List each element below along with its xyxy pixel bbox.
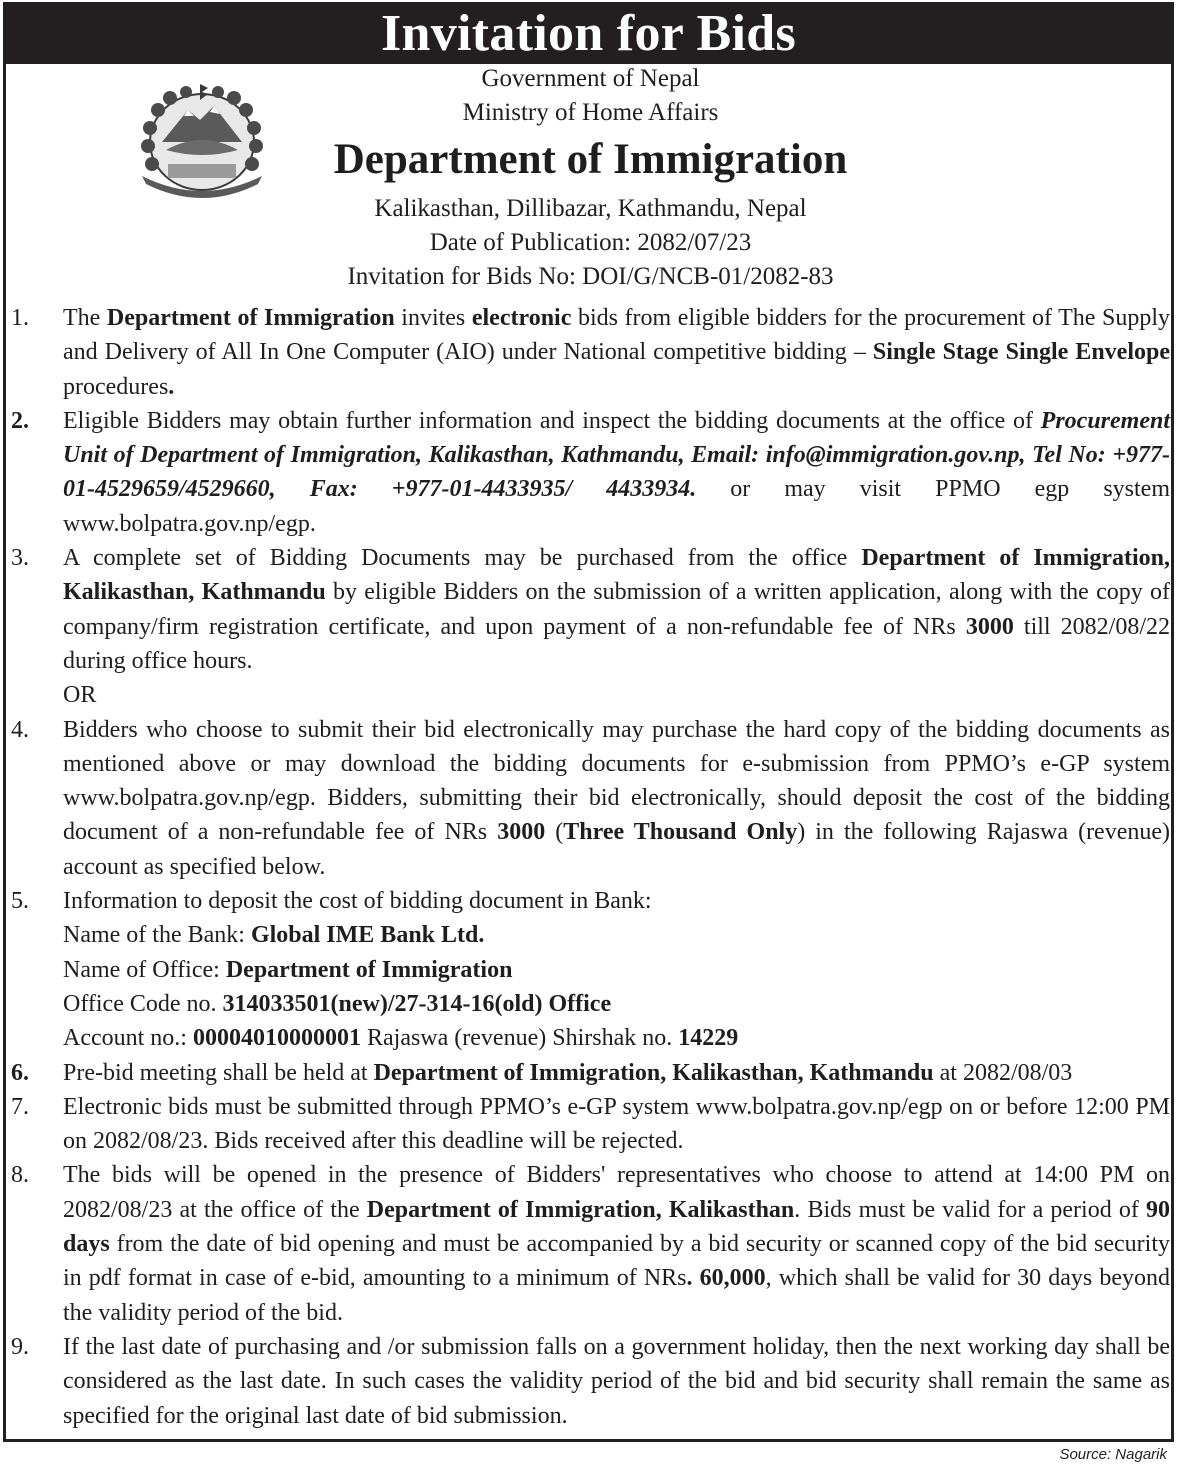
- list-item: [11, 301, 1170, 404]
- item-number: 5.: [11, 888, 29, 915]
- text-run: Three Thousand Only: [563, 819, 798, 846]
- government-name: Government of Nepal: [481, 65, 700, 92]
- or-separator: [11, 678, 1170, 712]
- text-run: Account no.:: [63, 1025, 193, 1052]
- ifb-number: Invitation for Bids No: DOI/G/NCB-01/2082-83: [347, 263, 834, 290]
- text-run: 3000: [965, 613, 1014, 640]
- text-run: by eligible Bidders on the submission of a written application, along with the copy of company/firm registration certificate, and upon payment of a non-refundable fee of NRs: [63, 579, 1171, 640]
- item-text: [63, 404, 1170, 541]
- text-run: Global IME Bank Ltd.: [250, 922, 485, 949]
- ministry-name: Ministry of Home Affairs: [462, 99, 719, 126]
- source-credit: Source: Nagarik: [1059, 1446, 1167, 1463]
- page-title: Invitation for Bids: [3, 2, 1174, 64]
- text-run: ) in the following Rajaswa (revenue) account as specified below.: [63, 819, 1171, 880]
- item-number: 4.: [11, 716, 29, 743]
- text-run: The bids will be opened in the presence of Bidders' representatives who choose to attend at 14:00 PM on 2082/08/23 at the office of the: [63, 1162, 1170, 1223]
- text-run: Office Code no.: [63, 990, 223, 1017]
- item-number: 9.: [11, 1333, 29, 1360]
- item-number: 8.: [11, 1162, 29, 1189]
- text-run: invites: [394, 305, 472, 331]
- text-run: 00004010000001: [192, 1025, 361, 1052]
- text-run: Pre-bid meeting shall be held at: [63, 1059, 374, 1086]
- item-text: [63, 884, 1170, 1055]
- list-item: [11, 884, 1170, 1055]
- text-run: 90 days: [63, 1196, 1171, 1258]
- text-run: procedures: [63, 373, 169, 400]
- text-run: , which shall be valid for 30 days beyond the validity period of the bid.: [63, 1265, 1171, 1326]
- text-run: Rajaswa (revenue) Shirshak no.: [360, 1025, 679, 1052]
- item-text: [63, 678, 1170, 712]
- item-text: [63, 713, 1170, 884]
- item-line: [63, 918, 1170, 952]
- text-run: Department of Immigration, Kalikasthan, Kathmandu: [373, 1059, 934, 1086]
- text-run: or may visit PPMO egp system www.bolpatra.gov.np/egp.: [63, 476, 1171, 537]
- item-text: [63, 1158, 1170, 1329]
- text-run: till 2082/08/22 during office hours.: [63, 613, 1171, 674]
- text-run: from the date of bid opening and must be accompanied by a bid security or scanned copy of the bid security in pdf format in case of e-bid, amounting to a minimum of NRs: [63, 1231, 1170, 1292]
- item-number: 6.: [11, 1059, 29, 1086]
- text-run: OR: [63, 682, 97, 709]
- text-run: .: [168, 373, 175, 400]
- text-run: Procurement Unit of Department of Immigration, Kalikasthan, Kathmandu, Email: info@immigration.gov.np, Tel No: +977-01-4529659/4529660, Fax: +977-01-4433935/ 4433934.: [63, 407, 1170, 503]
- text-run: 14229: [678, 1025, 739, 1052]
- text-run: bids from eligible bidders for the procurement of The Supply and Delivery of All In One Computer (AIO) under National competitive bidding –: [63, 305, 1170, 366]
- item-line: [63, 987, 1170, 1021]
- text-run: Name of Office:: [63, 956, 226, 983]
- item-line: [63, 884, 1170, 918]
- item-text: [63, 1330, 1170, 1433]
- list-item: [11, 713, 1170, 884]
- text-run: . Bids must be valid for a period of: [794, 1196, 1147, 1223]
- address: Kalikasthan, Dillibazar, Kathmandu, Nepal: [374, 195, 807, 222]
- item-number: 3.: [11, 545, 29, 572]
- text-run: (: [545, 819, 564, 846]
- list-item: [11, 1090, 1170, 1159]
- list-item: [11, 404, 1170, 541]
- text-run: 3000: [497, 819, 546, 846]
- text-run: electronic: [471, 305, 572, 331]
- item-text: [63, 1090, 1170, 1159]
- list-item: [11, 541, 1170, 678]
- item-text: [63, 541, 1170, 678]
- text-run: Department of Immigration: [225, 956, 513, 983]
- list-item: [11, 1330, 1170, 1433]
- text-run: Information to deposit the cost of bidding document in Bank:: [63, 888, 652, 915]
- text-run: at 2082/08/03: [933, 1059, 1073, 1086]
- text-run: Single Stage Single Envelope: [872, 339, 1170, 366]
- item-line: [63, 953, 1170, 987]
- text-run: . 60,000: [686, 1265, 766, 1292]
- list-item: [11, 1158, 1170, 1329]
- text-run: Name of the Bank:: [63, 922, 251, 949]
- publication-date: Date of Publication: 2082/07/23: [429, 229, 752, 256]
- text-run: If the last date of purchasing and /or submission falls on a government holiday, then the next working day shall be considered as the last date. In such cases the validity period of the bid and bid security shall remain the same as specified for the original last date of bid submission.: [63, 1333, 1170, 1429]
- item-text: [63, 1056, 1170, 1090]
- bid-items-list: [11, 301, 1170, 1433]
- item-number: [11, 678, 63, 712]
- text-run: Department of Immigration: [106, 305, 395, 331]
- item-line: [63, 1021, 1170, 1055]
- text-run: Department of Immigration, Kalikasthan: [366, 1196, 795, 1223]
- text-run: Eligible Bidders may obtain further information and inspect the bidding documents at the office of: [63, 407, 1041, 434]
- text-run: Bidders who choose to submit their bid electronically may purchase the hard copy of the bidding documents as mentioned above or may download the bidding documents for e-submission from PPMO’s e-GP system www.bolpatra.gov.np/egp. Bidders, submitting their bid electronically, should deposit the cost of the bidding document of a non-refundable fee of NRs: [63, 716, 1170, 846]
- item-text: [63, 301, 1170, 404]
- text-run: The: [63, 305, 107, 331]
- text-run: Department of Immigration, Kalikasthan, Kathmandu: [63, 545, 1170, 606]
- text-run: 314033501(new)/27-314-16(old) Office: [222, 990, 612, 1017]
- text-run: Electronic bids must be submitted through PPMO’s e-GP system www.bolpatra.gov.np/egp on or before 12:00 PM on 2082/08/23. Bids received after this deadline will be rejected.: [63, 1093, 1170, 1155]
- item-number: 1.: [11, 305, 29, 331]
- header: [0, 62, 1181, 294]
- item-number: 2.: [11, 407, 29, 434]
- list-item: [11, 1056, 1170, 1090]
- text-run: A complete set of Bidding Documents may be purchased from the office: [63, 545, 862, 572]
- item-number: 7.: [11, 1093, 29, 1120]
- department-name: Department of Immigration: [333, 136, 848, 183]
